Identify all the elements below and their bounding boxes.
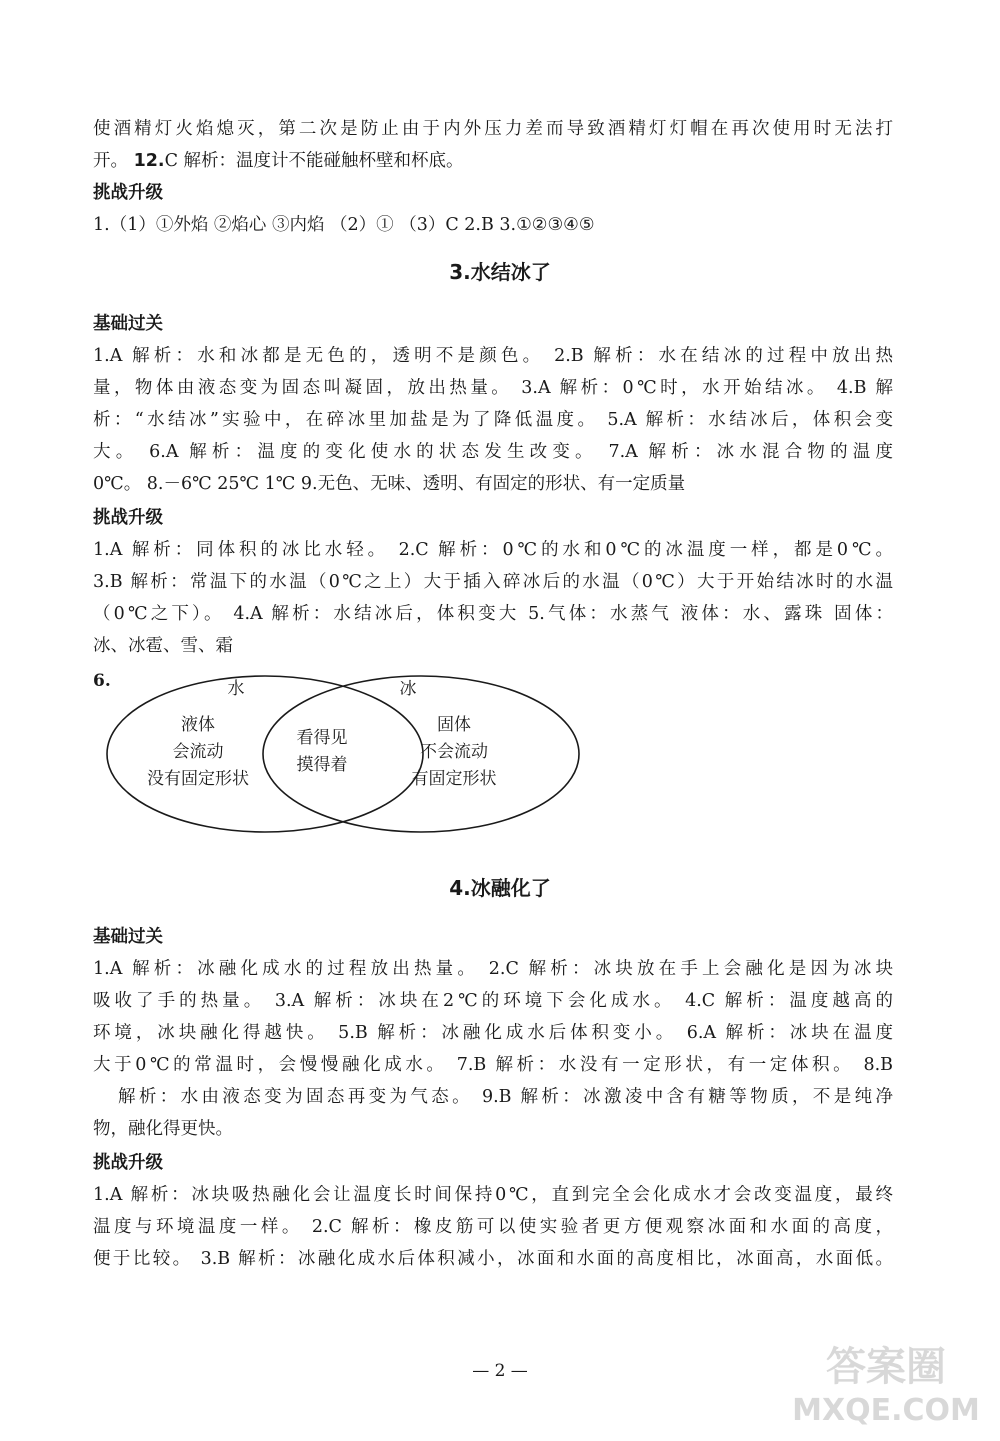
- text-line: 0℃。 8.－6℃ 25℃ 1℃ 9.无色、无味、透明、有固定的形状、有一定质量: [93, 474, 686, 494]
- venn-left-item: 会流动: [172, 742, 224, 762]
- section-heading: 挑战升级: [93, 1153, 163, 1173]
- page-number: — 2 —: [472, 1361, 528, 1381]
- text-line: 环境，冰块融化得越快。 5.B 解析：冰融化成水后体积变小。 6.A 解析：冰块在温度: [93, 1023, 893, 1043]
- text-line: 1.A 解析：冰融化成水的过程放出热量。 2.C 解析：冰块放在手上会融化是因为冰块: [93, 959, 893, 979]
- text-line: 物，融化得更快。: [93, 1119, 233, 1139]
- text-line: 开。 12.C 解析：温度计不能碰触杯壁和杯底。: [93, 151, 464, 171]
- water-circle: [107, 676, 423, 832]
- section-title: 3.水结冰了: [449, 260, 551, 284]
- venn-middle-item: 摸得着: [296, 755, 348, 775]
- text-line: 析：“水结冰”实验中，在碎冰里加盐是为了降低温度。 5.A 解析：水结冰后，体积会变: [93, 410, 893, 430]
- svg-text:MXQE.COM: MXQE.COM: [792, 1393, 980, 1428]
- text-line: 吸收了手的热量。 3.A 解析：冰块在2℃的环境下会化成水。 4.C 解析：温度越高的: [93, 991, 893, 1011]
- venn-middle-item: 看得见: [296, 728, 348, 748]
- text-line: 1.（1）①外焰 ②焰心 ③内焰 （2）① （3）C 2.B 3.①②③④⑤: [93, 215, 595, 235]
- venn-left-item: 液体: [181, 715, 215, 735]
- section-heading: 挑战升级: [93, 183, 163, 203]
- venn-right-item: 固体: [437, 715, 471, 735]
- text-line: （0℃之下）。 4.A 解析：水结冰后，体积变大 5.气体：水蒸气 液体：水、露珠 固体：: [93, 604, 893, 624]
- venn-left-title: 水: [227, 679, 245, 699]
- text-line: 3.B 解析：常温下的水温（0℃之上）大于插入碎冰后的水温（0℃）大于开始结冰时的水温: [93, 572, 893, 592]
- text-line: 大于0℃的常温时，会慢慢融化成水。 7.B 解析：水没有一定形状，有一定体积。 8.B: [93, 1055, 893, 1075]
- section-heading: 挑战升级: [93, 508, 163, 528]
- question-6-label: 6.: [93, 671, 111, 691]
- svg-text:答案圈: 答案圈: [826, 1344, 946, 1390]
- text-line: 1.A 解析：同体积的冰比水轻。 2.C 解析：0℃的水和0℃的冰温度一样，都是0℃。: [93, 540, 893, 560]
- venn-diagram: [93, 668, 893, 838]
- watermark-logo: [780, 1332, 992, 1432]
- venn-right-item: 不会流动: [420, 742, 488, 762]
- text-line: 解析：水由液态变为固态再变为气态。 9.B 解析：冰激凌中含有糖等物质，不是纯净: [118, 1087, 893, 1107]
- section-heading: 基础过关: [93, 314, 163, 334]
- text-line: 便于比较。 3.B 解析：冰融化成水后体积减小，冰面和水面的高度相比，冰面高，水面低。: [93, 1249, 893, 1269]
- text-line: 大。 6.A 解析：温度的变化使水的状态发生改变。 7.A 解析：冰水混合物的温度: [93, 442, 893, 462]
- text-line: 使酒精灯火焰熄灭，第二次是防止由于内外压力差而导致酒精灯灯帽在再次使用时无法打: [93, 119, 893, 139]
- text-line: 冰、冰雹、雪、霜: [93, 636, 233, 656]
- venn-left-item: 没有固定形状: [147, 769, 249, 789]
- section-heading: 基础过关: [93, 927, 163, 947]
- text-line: 1.A 解析：冰块吸热融化会让温度长时间保持0℃，直到完全会化成水才会改变温度，最终: [93, 1185, 893, 1205]
- text-line: 温度与环境温度一样。 2.C 解析：橡皮筋可以使实验者更方便观察冰面和水面的高度，: [93, 1217, 893, 1237]
- text-line: 量，物体由液态变为固态叫凝固，放出热量。 3.A 解析：0℃时，水开始结冰。 4.B 解: [93, 378, 893, 398]
- venn-right-item: 有固定形状: [411, 769, 497, 789]
- venn-right-title: 冰: [399, 679, 417, 699]
- text-line: 1.A 解析：水和冰都是无色的，透明不是颜色。 2.B 解析：水在结冰的过程中放出热: [93, 346, 893, 366]
- section-title: 4.冰融化了: [449, 876, 551, 900]
